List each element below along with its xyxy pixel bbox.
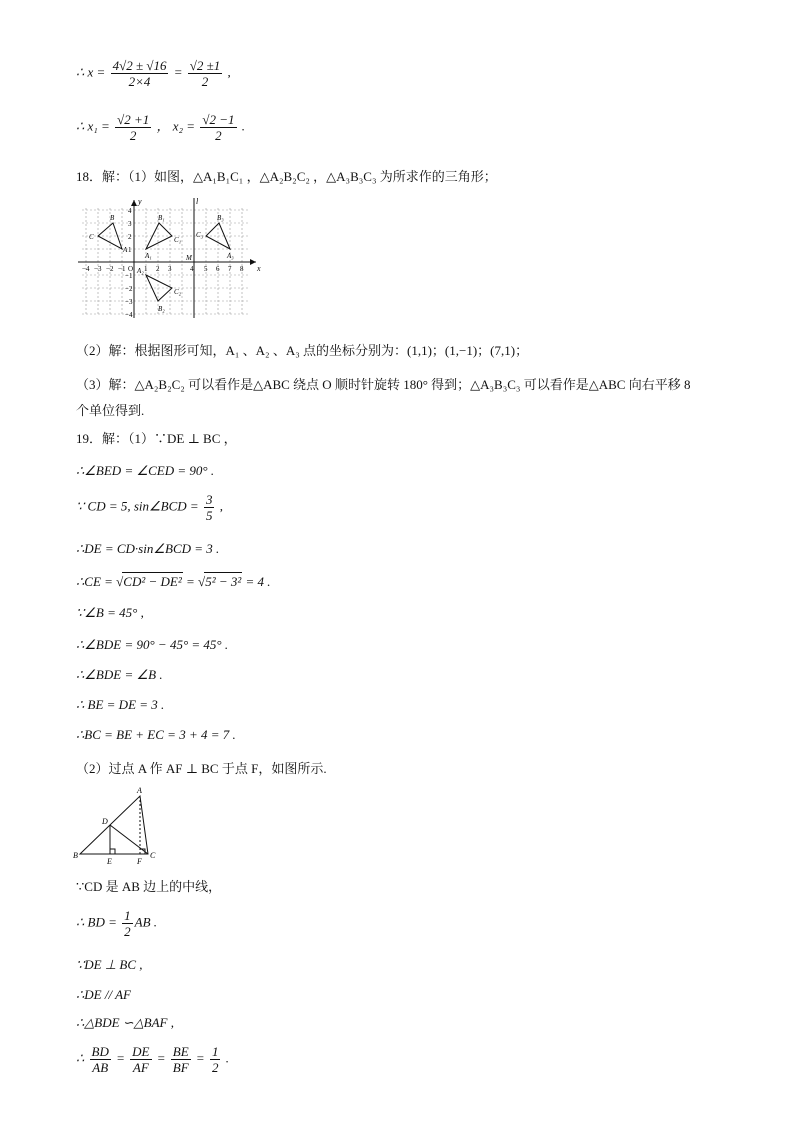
text: = 4 . — [242, 574, 271, 589]
y-axis-arrow — [131, 200, 137, 206]
text: = — [112, 1050, 129, 1066]
label-B: B — [110, 214, 115, 222]
text: = — [192, 1050, 208, 1066]
x-tick: 4 — [190, 265, 194, 273]
text: ∴ x = — [76, 64, 109, 80]
segment-CD — [110, 825, 148, 854]
grid-lines — [82, 208, 248, 314]
label-C: C — [150, 851, 156, 860]
label-C3: C₃ — [196, 231, 204, 239]
label-A1: A₁ — [145, 252, 152, 260]
y-tick: 4 — [128, 207, 132, 215]
text: , — [224, 64, 231, 80]
fraction — [200, 112, 236, 143]
x-tick: 6 — [216, 265, 220, 273]
x-tick: −4 — [82, 265, 90, 273]
text: , — [216, 498, 223, 514]
denominator: 2 — [201, 74, 209, 89]
reason-3: ∵DE ⊥ BC , — [76, 957, 143, 972]
step-6: ∴∠BDE = 90° − 45° = 45° . — [76, 637, 229, 652]
fraction — [171, 1044, 191, 1075]
y-tick: −1 — [125, 272, 133, 280]
text: = — [182, 574, 199, 589]
step-5: ∵∠B = 45° , — [76, 605, 144, 620]
label-C2: C₂ — [174, 288, 182, 296]
numerator: √2 +1 — [117, 112, 150, 127]
denominator: BF — [172, 1060, 189, 1075]
step-1: ∴∠BED = ∠CED = 90° . — [76, 463, 215, 478]
text: = — [170, 64, 186, 80]
fraction — [111, 58, 169, 89]
label-B3: B₃ — [217, 214, 224, 222]
denominator: 2×4 — [128, 74, 151, 89]
step-9: ∴BC = BE + EC = 3 + 4 = 7 . — [76, 727, 236, 742]
x-tick: 5 — [204, 265, 208, 273]
denominator: 2 — [211, 1060, 219, 1075]
x-tick: O — [128, 265, 134, 273]
reason-6 — [76, 1044, 229, 1075]
x-tick: 8 — [240, 265, 244, 273]
x-tick: 1 — [144, 265, 148, 273]
label-F: F — [137, 857, 142, 866]
label-A: A — [123, 246, 128, 254]
triangle-lines — [80, 796, 148, 854]
y-tick: −3 — [125, 298, 133, 306]
label-A: A — [137, 786, 142, 795]
fraction — [122, 908, 133, 939]
step-2 — [76, 492, 223, 523]
x-tick-labels — [82, 265, 244, 273]
question-19-header: 19．解：（1）∵DE ⊥ BC ， — [76, 431, 237, 446]
question-18-part-3a: （3）解：△A₂B₂C₂ 可以看作是△ABC 绕点 O 顺时针旋转 180° 得到；△A₃B₃C₃ 可以看作是△ABC 向右平移 8 — [76, 377, 691, 392]
label-B2: B₂ — [158, 305, 165, 313]
fraction — [90, 1044, 111, 1075]
right-angle-E — [110, 849, 115, 854]
step-3: ∴DE = CD·sin∠BCD = 3 . — [76, 541, 220, 556]
label-E: E — [107, 857, 112, 866]
step-4: ∴CE = √CD² − DE² = √5² − 3² = 4 . — [76, 574, 271, 589]
numerator: 4√2 ± √16 — [112, 58, 167, 73]
fraction — [130, 1044, 151, 1075]
y-tick: 1 — [128, 246, 132, 254]
axis-y-label: y — [138, 197, 142, 206]
numerator: 3 — [205, 492, 213, 507]
x-tick: 7 — [228, 265, 232, 273]
y-tick: −2 — [125, 285, 133, 293]
text: . — [222, 1050, 229, 1066]
question-19-part-2: （2）过点 A 作 AF ⊥ BC 于点 F，如图所示. — [76, 761, 327, 776]
axis-x-label: x — [257, 264, 261, 273]
coordinate-grid-figure — [76, 196, 262, 320]
fraction — [204, 492, 215, 523]
solution-line-2 — [76, 112, 245, 143]
reason-2 — [76, 908, 157, 939]
x-axis-arrow — [250, 259, 256, 265]
radicand: 5² − 3² — [205, 574, 242, 589]
numerator: √2 −1 — [202, 112, 235, 127]
triangle-figure — [70, 786, 170, 866]
text: ∴CE = — [76, 574, 117, 589]
label-A3: A₃ — [227, 252, 234, 260]
label-C: C — [89, 233, 94, 241]
reason-4: ∴DE // AF — [76, 987, 131, 1002]
denominator: AF — [132, 1060, 149, 1075]
numerator: DE — [132, 1044, 150, 1059]
y-tick: 3 — [128, 220, 132, 228]
radicand: CD² − DE² — [123, 574, 182, 589]
x-tick: −1 — [118, 265, 126, 273]
denominator: 2 — [215, 128, 222, 143]
step-7: ∴∠BDE = ∠B . — [76, 667, 163, 682]
label-B: B — [73, 851, 78, 860]
numerator: 1 — [124, 908, 131, 923]
denominator: 2 — [129, 128, 137, 143]
text: . — [238, 118, 245, 134]
text: = — [153, 1050, 169, 1066]
reason-1: ∵CD 是 AB 边上的中线， — [76, 879, 222, 894]
text: ∴ BD = — [76, 914, 121, 930]
question-18-header: 18．解：（1）如图，△A₁B₁C₁ ，△A₂B₂C₂ ，△A₃B₃C₃ 为所求作的三角形； — [76, 169, 497, 184]
numerator: BD — [91, 1044, 109, 1059]
x-tick: −3 — [94, 265, 102, 273]
y-tick: 2 — [128, 233, 132, 241]
label-A2: A₂ — [137, 267, 144, 275]
numerator: √2 ±1 — [189, 58, 221, 73]
text: ， x₂ = — [153, 118, 199, 134]
fraction — [188, 58, 223, 89]
fraction — [115, 112, 151, 143]
denominator: 5 — [205, 508, 213, 523]
denominator: AB — [92, 1060, 109, 1075]
numerator: BE — [172, 1044, 189, 1059]
solution-line-1 — [76, 58, 231, 89]
label-D: D — [102, 817, 108, 826]
x-tick: −2 — [106, 265, 114, 273]
label-B1: B₁ — [158, 214, 165, 222]
reason-5: ∴△BDE ∽△BAF , — [76, 1015, 175, 1030]
label-M: M — [186, 254, 192, 262]
question-18-part-3b: 个单位得到. — [76, 403, 145, 418]
x-tick: 2 — [156, 265, 160, 273]
text: ∴ x₁ = — [76, 118, 114, 134]
numerator: 1 — [211, 1044, 219, 1059]
label-C1: C₁ — [174, 236, 182, 244]
triangle-ABC — [80, 796, 148, 854]
x-tick: 3 — [168, 265, 172, 273]
fraction — [210, 1044, 221, 1075]
y-tick: −4 — [125, 311, 133, 319]
line-l-label: l — [196, 197, 199, 206]
denominator: 2 — [124, 924, 131, 939]
step-8: ∴ BE = DE = 3 . — [76, 697, 165, 712]
text: AB . — [134, 914, 158, 930]
y-tick-labels — [125, 207, 133, 319]
text: ∴ — [76, 1050, 88, 1066]
question-18-part-2: （2）解：根据图形可知，A₁ 、A₂ 、A₃ 点的坐标分别为：(1,1)；(1,−1)；(7,1)； — [76, 343, 529, 358]
text: ∵ CD = 5, sin∠BCD = — [76, 498, 202, 514]
